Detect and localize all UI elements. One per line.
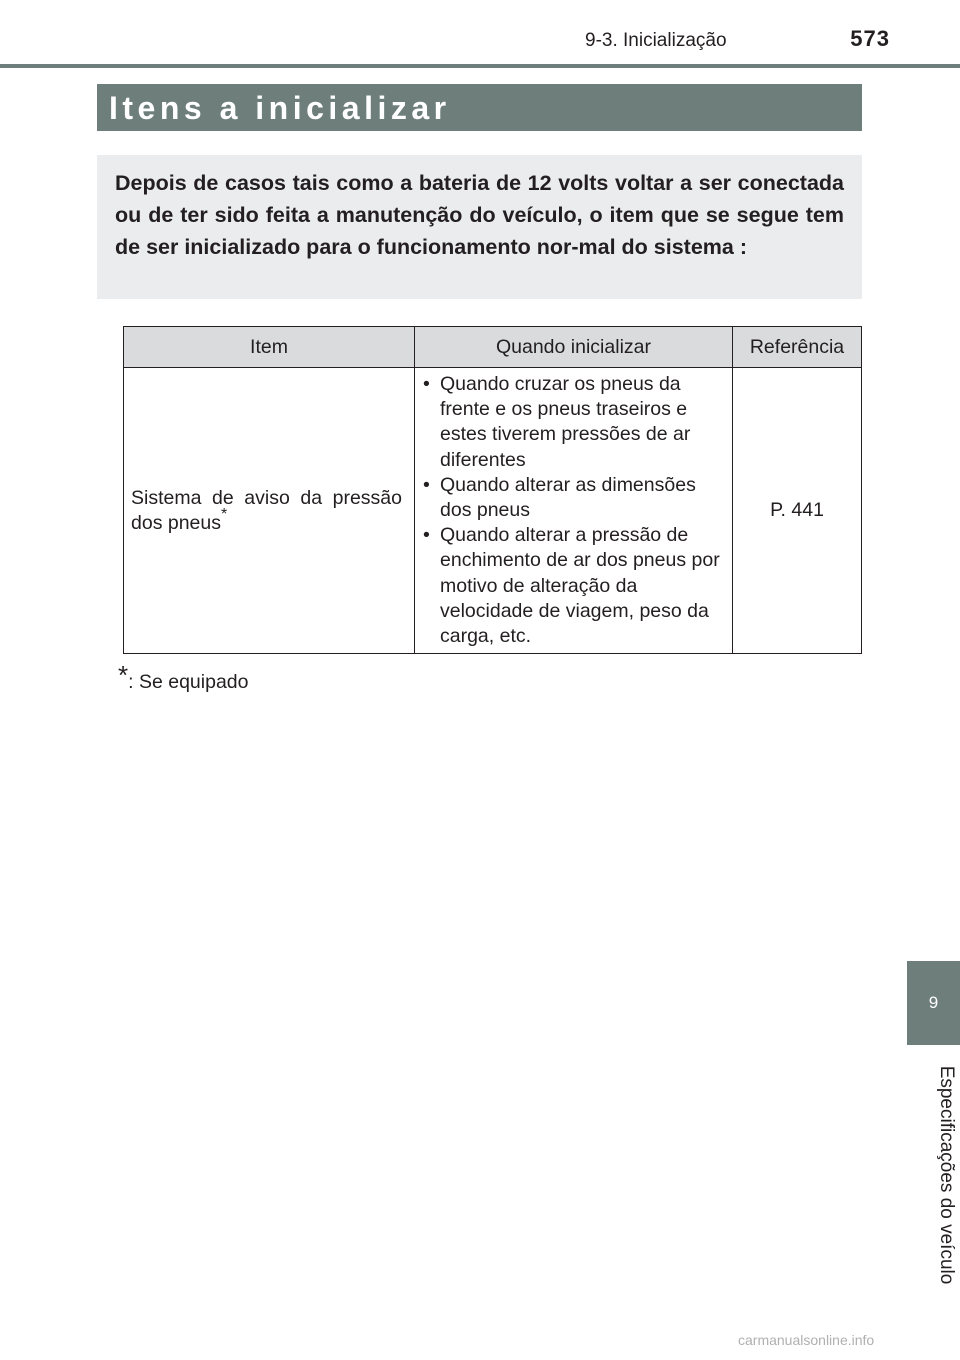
- when-cell: [415, 368, 733, 654]
- header-divider: [0, 64, 960, 68]
- when-list: [423, 372, 724, 649]
- column-header-reference: Referência: [733, 327, 862, 368]
- footnote-marker: *: [118, 660, 129, 690]
- list-item: [423, 473, 724, 523]
- initialization-table: [123, 326, 862, 654]
- bullet-icon: •: [423, 473, 430, 496]
- section-title: Itens a inicializar: [109, 90, 451, 126]
- chapter-tab: 9: [907, 961, 960, 1045]
- item-cell: [124, 368, 415, 654]
- list-item: [423, 372, 724, 473]
- reference-cell: P. 441: [733, 368, 862, 654]
- chapter-label: Especificações do veículo: [936, 1065, 957, 1285]
- bullet-icon: •: [423, 524, 430, 547]
- item-footnote-marker: *: [221, 506, 228, 524]
- list-item-text: Quando alterar a pressão de enchimento de ar dos pneus por motivo de alteração da velocidade de viagem, peso da carga, etc.: [440, 524, 720, 648]
- footnote: [118, 660, 249, 695]
- list-item: [423, 523, 724, 649]
- bullet-icon: •: [423, 373, 430, 395]
- intro-box: [97, 155, 862, 299]
- list-item-text: Quando cruzar os pneus da frente e os pneus traseiros e estes tiverem pressões de ar diferentes: [440, 373, 691, 471]
- item-name: Sistema de aviso da pressão dos pneus: [131, 486, 402, 534]
- section-banner: [97, 84, 862, 131]
- list-item-text: Quando alterar as dimensões dos pneus: [440, 473, 696, 522]
- page-number: 573: [850, 26, 890, 51]
- watermark: carmanualsonline.info: [738, 1332, 875, 1348]
- table-row: [124, 368, 862, 654]
- intro-text: Depois de casos tais como a bateria de 12 volts voltar a ser conectada ou de ter sido feita a manutenção do veículo, o item que se segue tem de ser inicializado para o funcionamento nor-mal do sistema :: [115, 171, 844, 259]
- footnote-text: : Se equipado: [128, 671, 249, 693]
- column-header-when: Quando inicializar: [415, 327, 733, 368]
- column-header-item: Item: [124, 327, 415, 368]
- table-header-row: [124, 327, 862, 368]
- item-text: [131, 486, 402, 536]
- header-section-title: 9-3. Inicialização: [585, 30, 727, 51]
